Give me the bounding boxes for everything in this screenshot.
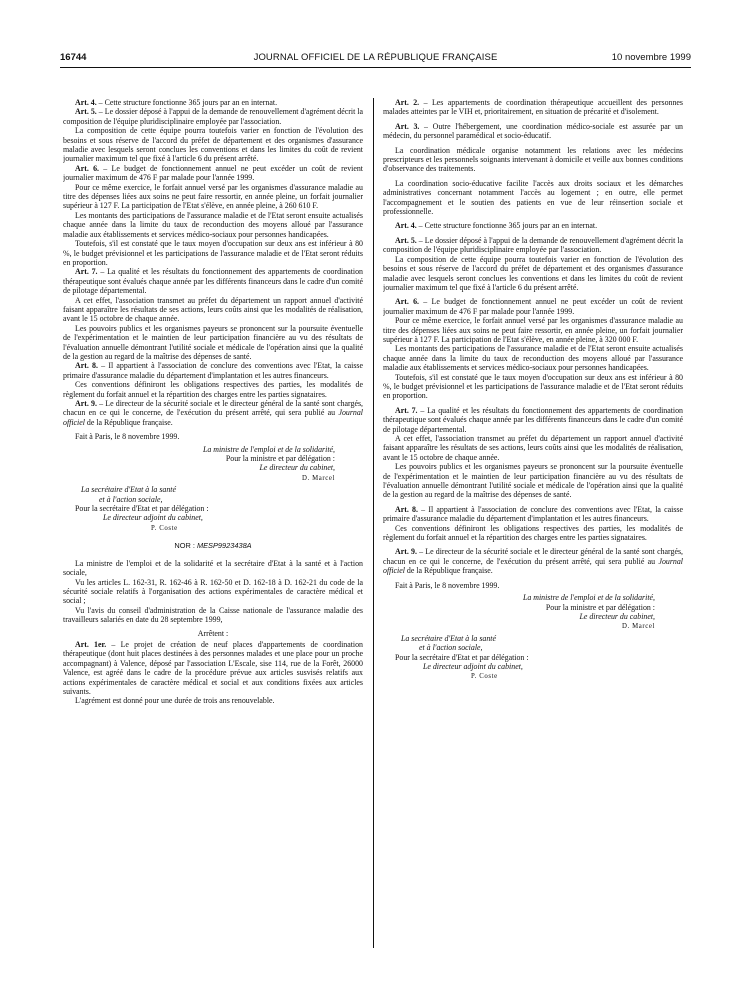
signatory-name: D. Marcel — [302, 474, 335, 482]
article-4: Art. 4. – Cette structure fonctionne 365 jours par an en internat. — [75, 98, 278, 107]
article-2: Art. 2. – Les appartements de coordination thérapeutique accueillent des personnes malades atteintes par le VIH et, prioritairement, en situation de précarité et d'isolement. — [383, 98, 683, 117]
signatory-role: Le directeur adjoint du cabinet, — [423, 661, 523, 671]
article-label: Art. 7. — [75, 267, 98, 277]
article-4: Art. 4. – Cette structure fonctionne 365 jours par an en internat. — [395, 221, 598, 231]
signatory-title: La secrétaire d'Etat à la santé — [81, 485, 176, 495]
header-rule — [60, 67, 691, 68]
signatory-role: Le directeur du cabinet, — [579, 611, 655, 621]
article-5: Art. 5. – Le dossier déposé à l'appui de la demande de renouvellement d'agrément décrit la composition de l'équipe pluridisciplinaire employée par l'association. — [63, 107, 363, 126]
left-column — [63, 98, 363, 956]
article-label: Art. 8. — [395, 504, 418, 514]
signatory-name: D. Marcel — [622, 623, 655, 631]
article-label: Art. 4. — [395, 221, 417, 231]
paragraph: Toutefois, s'il est constaté que le taux moyen d'occupation sur deux ans est inférieur à 80 %, le budget prévisionnel et les participations de l'assurance maladie et de l'Etat seront réduits en proportion. — [383, 372, 683, 401]
paragraph: La coordination médicale organise notamment les relations avec les médecins prescripteurs et les personnels soignants intervenant à domicile et veille aux bonnes conditions d'observance des traitements. — [383, 145, 683, 174]
arretent-heading: Arrêtent : — [197, 628, 229, 638]
article-label: Art. 3. — [395, 121, 420, 131]
paragraph: A cet effet, l'association transmet au préfet du département un rapport annuel d'activité faisant apparaître les résultats de ses actions, leurs coûts ainsi que les modalités de réalisation, avant le 15 octobre de chaque année. — [63, 295, 363, 324]
article-9: Art. 9. – Le directeur de la sécurité sociale et le directeur général de la santé sont chargés, chacun en ce qui le concerne, de l'exécution du présent arrêté, qui sera publié au Journal officiel de la République française. — [383, 547, 683, 576]
signatory-delegation: Pour la ministre et par délégation : — [225, 454, 335, 464]
paragraph: Ces conventions définiront les obligations respectives des parties, les modalités de règlement du forfait annuel et la répartition des charges entre les parties signataires. — [63, 380, 363, 399]
article-label: Art. 9. — [395, 547, 417, 557]
article-7: Art. 7. – La qualité et les résultats du fonctionnement des appartements de coordination thérapeutique sont évalués chaque année par les différents financeurs dans le cadre d'un comité de pilotage départemental. — [63, 267, 363, 296]
article-7: Art. 7. – La qualité et les résultats du fonctionnement des appartements de coordination thérapeutique sont évalués chaque année par les différents financeurs dans le cadre d'un comité de pilotage départemental. — [383, 405, 683, 434]
article-9: Art. 9. – Le directeur de la sécurité sociale et le directeur général de la santé sont chargés, chacun en ce qui le concerne, de l'exécution du présent arrêté, qui sera publié au Journal officiel de la République française. — [63, 399, 363, 427]
article-label: Art. 9. — [75, 399, 97, 408]
signatory-delegation: Pour la ministre et par délégation : — [545, 602, 655, 612]
article-3: Art. 3. – Outre l'hébergement, une coordination médico-sociale est assurée par un médecin, du personnel paramédical et socio-éducatif. — [383, 121, 683, 141]
article-label: Art. 6. — [395, 297, 420, 307]
paragraph: La coordination socio-éducative facilite l'accès aux droits sociaux et les démarches administratives concernant notamment l'accès au logement ; en outre, elle permet l'accompagnement et le soutien des patients en vue de leur réinsertion sociale et professionnelle. — [383, 178, 683, 217]
paragraph: La composition de cette équipe pourra toutefois varier en fonction de l'évolution des besoins et sous réserve de l'accord du préfet de département et des organismes d'assurance maladie avec lesquels seront conclues les conventions et dans les limites du coût de revient journalier maximum tel que fixé à l'article 6 du présent arrêté. — [383, 254, 683, 292]
article-label: Art. 5. — [75, 107, 97, 117]
article-6: Art. 6. – Le budget de fonctionnement annuel ne peut excéder un coût de revient journalier maximum de 476 F par malade pour l'année 1999. — [383, 297, 683, 316]
paragraph: Ces conventions définiront les obligations respectives des parties, les modalités de règlement du forfait annuel et la répartition des charges entre les parties signataires. — [383, 523, 683, 543]
journal-title: JOURNAL OFFICIEL DE LA RÉPUBLIQUE FRANÇAISE — [253, 52, 498, 63]
article-label: Art. 2. — [395, 98, 420, 107]
paragraph: Pour ce même exercice, le forfait annuel versé par les organismes d'assurance maladie au titre des dépenses liées aux soins ne peut faire ressortir, en année pleine, un forfait journalier supérieur à 127 F. La participation de l'Etat s'élève, en année pleine, à 320 000 F. — [383, 316, 683, 344]
signatory-delegation: Pour la secrétaire d'Etat et par délégation : — [395, 652, 529, 662]
paragraph: Vu les articles L. 162-31, R. 162-46 à R. 162-50 et D. 162-18 à D. 162-21 du code de la sécurité sociale relatifs à l'organisation des actions expérimentales de caractère médical et social ; — [63, 577, 363, 606]
paragraph: Vu l'avis du conseil d'administration de la Caisse nationale de l'assurance maladie des travailleurs salariés en date du 28 septembre 1999, — [63, 605, 363, 625]
right-column — [383, 98, 683, 956]
signatory-title: et à l'action sociale, — [419, 643, 483, 653]
signatory-name: P. Coste — [471, 673, 498, 681]
date-place: Fait à Paris, le 8 novembre 1999. — [75, 432, 180, 442]
paragraph: Les montants des participations de l'assurance maladie et de l'Etat seront ensuite actualisés chaque année dans la limite du taux de reconduction des moyens alloué par l'assurance maladie aux établissements et services médico-sociaux pour personnes handicapées. — [383, 344, 683, 373]
paragraph: Les pouvoirs publics et les organismes payeurs se prononcent sur la poursuite éventuelle de l'expérimentation et le maintien de leur participation financière au vu des résultats de l'évaluation annuelle démontrant l'utilité sociale et médicale de l'opération ainsi que la qualité de la gestion au regard de la maîtrise des dépenses de santé. — [63, 323, 363, 361]
article-1: Art. 1er. – Le projet de création de neuf places d'appartements de coordination thérapeutique (dont huit places destinées à des personnes malades et une place pour un proche accompagnant) à Valence, déposé par l'association L'Escale, sise 114, rue de la Forêt, 26000 Valence, est agréé dans le cadre de la procédure prévue aux articles susvisés relatifs aux actions expérimentales de caractère médical et social et aux conditions fixées aux articles suivants. — [63, 639, 363, 696]
article-6: Art. 6. – Le budget de fonctionnement annuel ne peut excéder un coût de revient journalier maximum de 476 F par malade pour l'année 1999. — [63, 163, 363, 183]
article-8: Art. 8. – Il appartient à l'association de conclure des conventions avec l'Etat, la caisse primaire d'assurance maladie du département d'implantation et les autres financeurs. — [383, 504, 683, 524]
column-divider — [373, 98, 374, 948]
article-8: Art. 8. – Il appartient à l'association de conclure des conventions avec l'Etat, la caisse primaire d'assurance maladie du département d'implantation et les autres financeurs. — [63, 361, 363, 380]
signatory-title: La ministre de l'emploi et de la solidarité, — [522, 593, 655, 603]
paragraph: Toutefois, s'il est constaté que le taux moyen d'occupation sur deux ans est inférieur à 80 %, le budget prévisionnel et les participations de l'assurance maladie et de l'Etat seront réduits en proportion. — [63, 239, 363, 267]
issue-date: 10 novembre 1999 — [611, 52, 691, 63]
signatory-title: et à l'action sociale, — [99, 494, 163, 504]
article-label: Art. 8. — [75, 361, 98, 371]
article-label: Art. 4. — [75, 98, 97, 107]
signatory-name: P. Coste — [151, 524, 178, 532]
article-label: Art. 6. — [75, 163, 100, 173]
article-label: Art. 7. — [395, 405, 418, 415]
signatory-title: La secrétaire d'Etat à la santé — [401, 633, 496, 643]
signatory-delegation: Pour la secrétaire d'Etat et par délégation : — [75, 504, 209, 514]
article-5: Art. 5. – Le dossier déposé à l'appui de la demande de renouvellement d'agrément décrit la composition de l'équipe pluridisciplinaire employée par l'association. — [383, 235, 683, 255]
paragraph: Les pouvoirs publics et les organismes payeurs se prononcent sur la poursuite éventuelle de l'expérimentation et le maintien de leur participation financière au vu des résultats de l'évaluation annuelle démontrant l'utilité sociale et médicale de l'opération ainsi que la qualité de la gestion au regard de la maîtrise des dépenses de santé. — [383, 462, 683, 500]
article-label: Art. 5. — [395, 235, 417, 245]
nor-reference: NOR : MESP9923438A — [174, 541, 252, 551]
page-number: 16744 — [60, 52, 87, 63]
page-header — [60, 52, 691, 66]
signatory-title: La ministre de l'emploi et de la solidarité, — [202, 444, 335, 454]
paragraph: Les montants des participations de l'assurance maladie et de l'Etat seront ensuite actualisés chaque année dans la limite du taux de reconduction des moyens alloué par l'assurance maladie aux établissements et services médico-sociaux pour personnes handicapées. — [63, 210, 363, 239]
paragraph: A cet effet, l'association transmet au préfet du département un rapport annuel d'activité faisant apparaître les résultats de ses actions, leurs coûts ainsi que les modalités de réalisation, avant le 15 octobre de chaque année. — [383, 434, 683, 462]
article-label: Art. 1er. — [75, 639, 107, 649]
signatory-role: Le directeur du cabinet, — [259, 463, 335, 473]
signatory-role: Le directeur adjoint du cabinet, — [103, 513, 203, 523]
paragraph: La ministre de l'emploi et de la solidarité et la secrétaire d'Etat à la santé et à l'action sociale, — [63, 558, 363, 578]
paragraph: L'agrément est donné pour une durée de trois ans renouvelable. — [75, 696, 275, 706]
paragraph: La composition de cette équipe pourra toutefois varier en fonction de l'évolution des besoins et sous réserve de l'accord du préfet de département et des organismes d'assurance maladie avec lesquels seront conclues les conventions et dans les limites du coût de revient journalier maximum tel que fixé à l'article 6 du présent arrêté. — [63, 126, 363, 164]
date-place: Fait à Paris, le 8 novembre 1999. — [395, 580, 500, 590]
paragraph: Pour ce même exercice, le forfait annuel versé par les organismes d'assurance maladie au titre des dépenses liées aux soins ne peut faire ressortir, en année pleine, un forfait journalier supérieur à 127 F. La participation de l'Etat s'élève, en année pleine, à 260 610 F. — [63, 182, 363, 211]
